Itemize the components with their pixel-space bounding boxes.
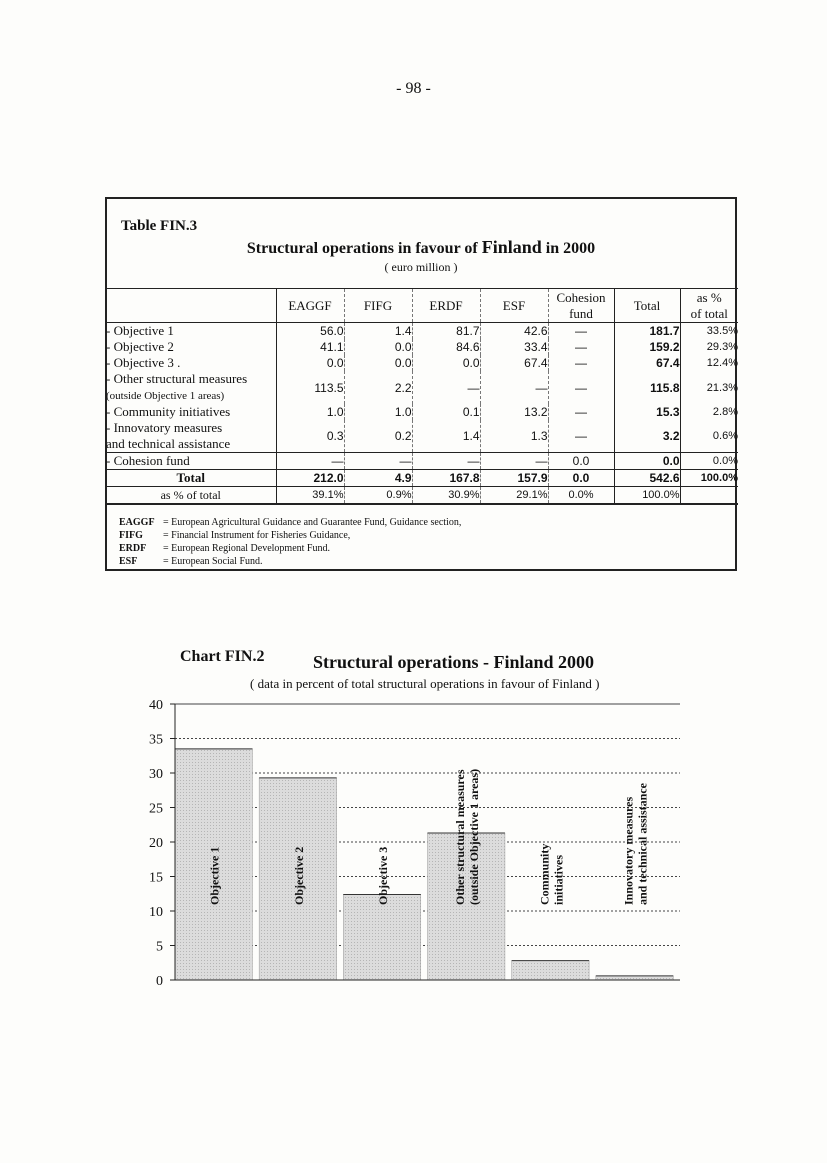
header-pct-line2: of total [690,305,728,321]
row-label: Total [106,470,276,487]
category-label-line: Objective 1 [207,846,222,905]
cell-eaggf: 0.0 [276,355,344,371]
y-tick-label: 5 [156,939,163,955]
row-label: - Objective 1 [106,323,276,340]
cell-eaggf: — [276,453,344,470]
category-label [376,847,390,905]
chart-title: Structural operations - Finland 2000 [313,652,595,672]
cell-pct: 33.5% [706,325,738,337]
chart-label: Chart FIN.2 [180,648,265,665]
cell-pct: 0.6% [712,430,738,442]
category-label-line: initiatives [551,855,566,905]
cell-fifg: 1.0 [344,404,412,420]
header-cohesion-line2: fund [569,305,593,321]
row-label: - Cohesion fund [106,453,276,470]
table-title-country: Finland [481,237,542,257]
cell-pct: 29.3% [706,341,738,353]
y-tick-label: 35 [149,732,163,748]
header-pct-line1: as % [696,289,722,305]
legend-abbr: ESF [119,556,138,567]
cell-cohesion: — [548,371,614,404]
category-label [537,844,565,905]
cell-total: 0.0 [614,453,680,470]
cell-erdf: 167.8 [412,470,480,487]
table-label: Table FIN.3 [121,218,198,234]
cell-erdf: — [412,453,480,470]
category-label-line: Innovatory measures [621,796,636,905]
table-title-prefix: Structural operations in favour of [246,240,482,257]
cell-erdf: 30.9% [412,487,480,505]
legend-abbr: EAGGF [119,517,155,528]
category-label-line: Community [537,843,552,905]
y-tick-label: 0 [156,974,163,989]
category-label [453,769,481,905]
cell-esf: 67.4 [480,355,548,371]
cell-total: 115.8 [614,371,680,404]
cell-pct: 2.8% [712,406,738,418]
cell-fifg: 1.4 [344,323,412,340]
cell-esf: — [480,453,548,470]
cell-cohesion: — [548,339,614,355]
cell-cohesion: — [548,404,614,420]
cell-esf: 1.3 [480,420,548,453]
cell-fifg: 0.9% [344,487,412,505]
cell-fifg: 0.0 [344,355,412,371]
header-esf: ESF [480,289,548,323]
cell-erdf: 0.0 [412,355,480,371]
row-label-sub: (outside Objective 1 areas) [106,390,225,402]
y-tick-label: 15 [149,870,163,886]
y-tick-label: 10 [149,905,163,920]
cell-total: 15.3 [614,404,680,420]
cell-cohesion: — [548,420,614,453]
header-total: Total [614,289,680,323]
page-number: - 98 - [396,80,431,97]
table-unit: ( euro million ) [384,260,458,274]
cell-pct: 100.0% [680,470,738,487]
legend-text: = European Social Fund. [163,556,263,567]
cell-cohesion: 0.0 [548,453,614,470]
bar [343,894,420,980]
chart-subtitle: ( data in percent of total structural operations in favour of Finland ) [250,676,600,691]
legend-abbr: ERDF [119,543,147,554]
cell-cohesion: 0.0% [548,487,614,505]
cell-esf: 42.6 [480,323,548,340]
row-label-main: - Innovatory measures [106,420,223,435]
cell-eaggf: 56.0 [276,323,344,340]
row-label: - Community initiatives [106,404,276,420]
header-eaggf: EAGGF [276,289,344,323]
category-label-line: (outside Objective 1 areas) [467,768,482,905]
cell-erdf: 84.6 [412,339,480,355]
category-label-line: Objective 3 [376,846,391,905]
row-label: as % of total [106,487,276,505]
cell-eaggf: 0.3 [276,420,344,453]
row-label: - Objective 3 . [106,355,276,371]
cell-cohesion: 0.0 [548,470,614,487]
cell-fifg: 0.2 [344,420,412,453]
bar [512,961,589,980]
category-label-line: Objective 2 [291,846,306,905]
cell-esf: 157.9 [480,470,548,487]
cell-fifg: 4.9 [344,470,412,487]
cell-eaggf: 1.0 [276,404,344,420]
y-tick-label: 20 [149,836,163,851]
table-title-suffix: in 2000 [541,240,596,257]
legend-text: = Financial Instrument for Fisheries Guidance, [163,530,351,541]
y-tick-label: 30 [149,767,163,782]
legend-text: = European Agricultural Guidance and Guarantee Fund, Guidance section, [163,517,462,528]
cell-total: 159.2 [614,339,680,355]
legend-text: = European Regional Development Fund. [163,543,330,554]
cell-erdf: 0.1 [412,404,480,420]
row-label-sub: and technical assistance [106,436,231,451]
bar [596,976,673,980]
cell-cohesion: — [548,323,614,340]
cell-esf: 29.1% [480,487,548,505]
cell-erdf: 1.4 [412,420,480,453]
cell-fifg: 0.0 [344,339,412,355]
cell-eaggf: 212.0 [276,470,344,487]
cell-fifg: — [344,453,412,470]
header-erdf: ERDF [412,289,480,323]
y-tick-label: 40 [149,698,163,713]
cell-erdf: — [412,371,480,404]
cell-total: 542.6 [614,470,680,487]
category-label-line: Other structural measures [453,769,468,905]
cell-esf: 33.4 [480,339,548,355]
cell-erdf: 81.7 [412,323,480,340]
cell-pct: 21.3% [706,381,738,394]
cell-esf: 13.2 [480,404,548,420]
category-label [292,847,306,905]
cell-total: 3.2 [614,420,680,453]
cell-total: 181.7 [614,323,680,340]
cell-eaggf: 41.1 [276,339,344,355]
category-label [208,847,222,905]
y-tick-label: 25 [149,801,163,817]
legend-abbr: FIFG [119,530,143,541]
cell-eaggf: 39.1% [276,487,344,505]
header-fifg: FIFG [344,289,412,323]
cell-total: 100.0% [614,487,680,505]
category-label [622,782,650,905]
row-label: - Objective 2 [106,339,276,355]
row-label-main: - Other structural measures [106,371,248,386]
cell-cohesion: — [548,355,614,371]
cell-total: 67.4 [614,355,680,371]
cell-pct: 12.4% [706,357,738,369]
cell-pct: 0.0% [680,453,738,470]
cell-esf: — [480,371,548,404]
header-cohesion-line1: Cohesion [556,289,606,305]
cell-fifg: 2.2 [344,371,412,404]
category-label-line: and technical assistance [635,782,650,905]
cell-eaggf: 113.5 [276,371,344,404]
